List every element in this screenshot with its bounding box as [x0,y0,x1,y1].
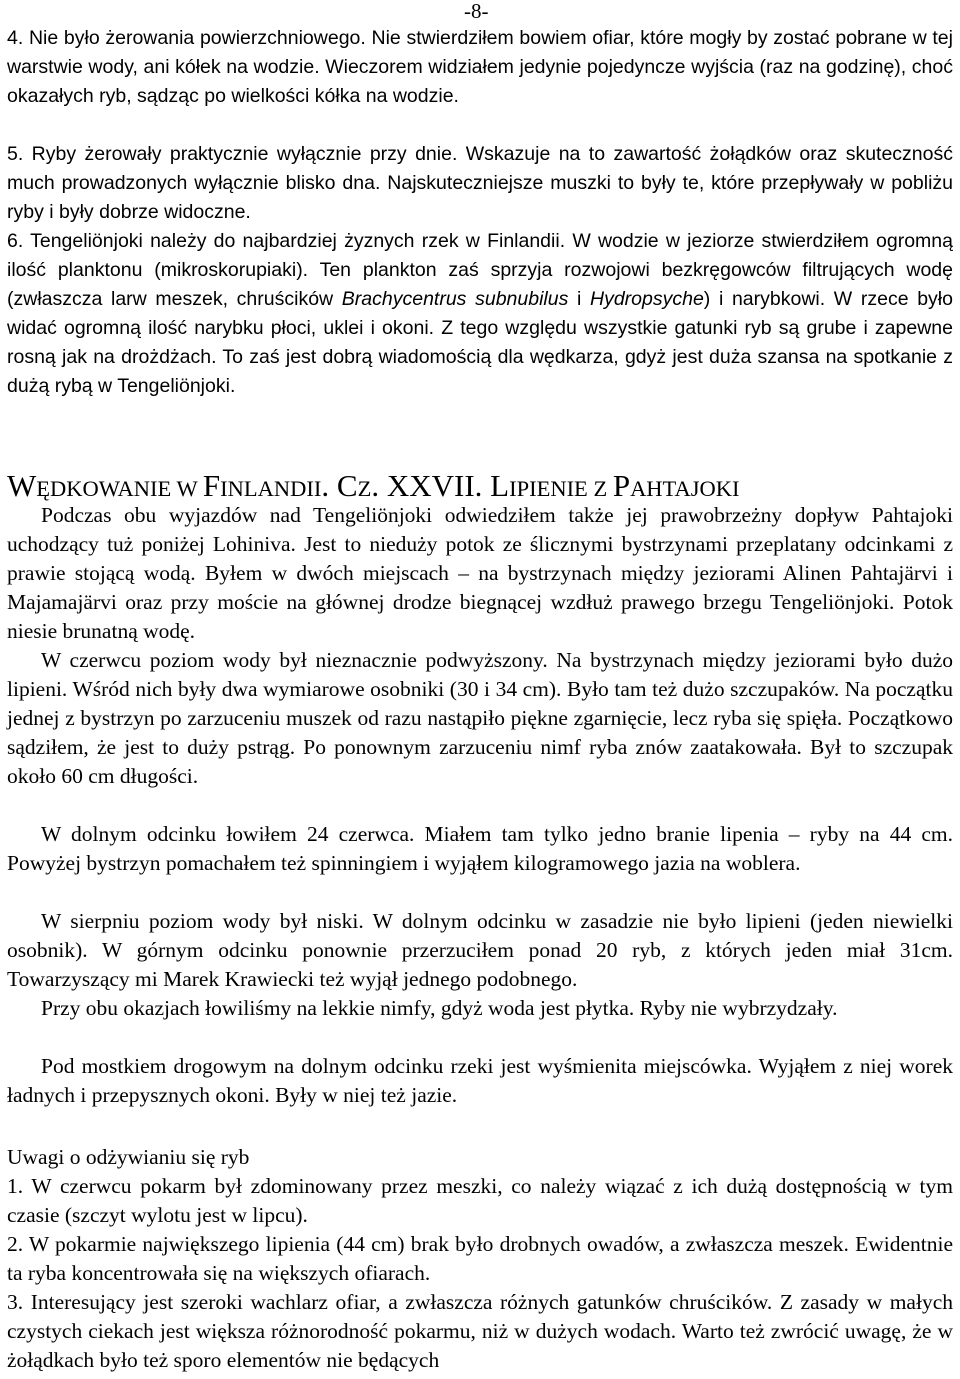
heading-part: W [7,468,37,503]
body-paragraph: Pod mostkiem drogowym na dolnym odcinku rzeki jest wyśmienita miejscówka. Wyjąłem z niej worek ładnych i przepysznych okoni. Były w niej też jazie. [7,1054,953,1107]
page-number: -8- [464,0,489,23]
heading-part: Z [587,476,613,501]
list-item-5: 5. Ryby żerowały praktycznie wyłącznie przy dnie. Wskazuje na to zawartość żołądków oraz skuteczność much prowadzonych wyłącznie blisko dna. Najskuteczniejsze muszki to były te, które przepływały w pobliżu ryby i były dobrze widoczne. [7,143,953,223]
notes-item: 3. Interesujący jest szeroki wachlarz ofiar, a zwłaszcza różnych gatunków chruścików. Z zasady w małych czystych ciekach jest większa różnorodność pokarmu, niż w dużych wodach. Warto też zwrócić uwagę, że w żołądkach było też sporo elementów nie będących [7,1290,953,1372]
species-name-brachycentrus: Brachycentrus subnubilus [341,288,569,310]
list-item-6 [7,227,953,401]
heading-part: INLANDII [220,476,322,501]
body-paragraph: Podczas obu wyjazdów nad Tengeliönjoki odwiedziłem także jej prawobrzeżny dopływ Pahtajoki uchodzący tuż poniżej Lohiniva. Jest to nieduży potok ze ślicznymi bystrzynami przeplatany odcinkami z prawie stojącą wodą. Byłem w dwóch miejscach – na bystrzynach między jeziorami Alinen Pahtajärvi i Majamajärvi oraz przy moście na głównej drodze biegnącej wzdłuż prawego brzegu Tengeliönjoki. Potok niesie brunatną wodę. [7,503,953,643]
heading-part: L [490,468,510,503]
heading-part: F [202,468,221,503]
body-paragraph: Przy obu okazjach łowiliśmy na lekkie nimfy, gdyż woda jest płytka. Ryby nie wybrzydzały. [41,996,838,1020]
heading-part: AHTAJOKI [630,476,740,501]
heading-part: ĘDKOWANIE [36,476,172,501]
heading-part: IPIENIE [509,476,588,501]
heading-part: W [171,476,203,501]
heading-part: . [321,468,337,503]
notes-item: 2. W pokarmie największego lipienia (44 cm) brak było drobnych owadów, a zwłaszcza meszek. Ewidentnie ta ryba koncentrowała się na większych ofiarach. [7,1232,953,1285]
body-paragraph: W czerwcu poziom wody był nieznacznie podwyższony. Na bystrzynach między jeziorami było dużo lipieni. Wśród nich były dwa wymiarowe osobniki (30 i 34 cm). Było tam też dużo szczupaków. Na początku jednej z bystrzyn po zarzuceniu muszek od razu nastąpiło piękne zgarnięcie, lecz ryba się spięła. Początkowo sądziłem, że jest to duży pstrąg. Po ponownym zarzuceniu nimf ryba znów zaatakowała. Był to szczupak około 60 cm długości. [7,648,953,788]
species-name-hydropsyche: Hydropsyche [589,288,704,310]
body-paragraph: W dolnym odcinku łowiłem 24 czerwca. Miałem tam tylko jedno branie lipenia – ryby na 44 cm. Powyżej bystrzyn pomachałem też spinningiem i wyjąłem kilogramowego jazia na woblera. [7,822,953,875]
heading-part: . XXVII. [371,468,491,503]
list-item-6-text-a: 6. Tengeliönjoki należy do najbardziej żyznych rzek w Finlandii. W wodzie w jeziorze stwierdziłem ogromną ilość planktonu (mikroskorupiaki). Ten plankton zaś sprzyja rozwojowi bezkręgowców filtrujących wodę (zwłaszcza larw meszek, chruścików [7,230,953,310]
list-item-4: 4. Nie było żerowania powierzchniowego. Nie stwierdziłem bowiem ofiar, które mogły by zostać pobrane w tej warstwie wody, ani kółek na wodzie. Wieczorem widziałem jedynie pojedyncze wyjścia (raz na godzinę), choć okazałych ryb, sądząc po wielkości kółka na wodzie. [7,27,953,107]
list-item-6-text-b: i [568,288,590,310]
notes-title: Uwagi o odżywianiu się ryb [7,1145,250,1169]
heading-part: P [612,468,631,503]
notes-item: 1. W czerwcu pokarm był zdominowany przez meszki, co należy wiązać z ich dużą dostępnością w tym czasie (szczyt wylotu jest w lipcu). [7,1174,953,1227]
heading-part: Z [357,476,372,501]
body-paragraph: W sierpniu poziom wody był niski. W dolnym odcinku w zasadzie nie było lipieni (jeden niewielki osobnik). W górnym odcinku ponownie przerzuciłem ponad 20 ryb, z których jeden miał 31cm. Towarzyszący mi Marek Krawiecki też wyjął jednego podobnego. [7,909,953,991]
list-item-6-text-c: ) i narybkowi. W rzece było widać ogromną ilość narybku płoci, uklei i okoni. Z tego względu wszystkie gatunki ryb są grube i zapewne rosną jak na drożdżach. To zaś jest dobrą wiadomością dla wędkarza, gdyż jest duża szansa na spotkanie z dużą rybą w Tengeliönjoki. [7,288,953,397]
heading-part: C [336,468,358,503]
